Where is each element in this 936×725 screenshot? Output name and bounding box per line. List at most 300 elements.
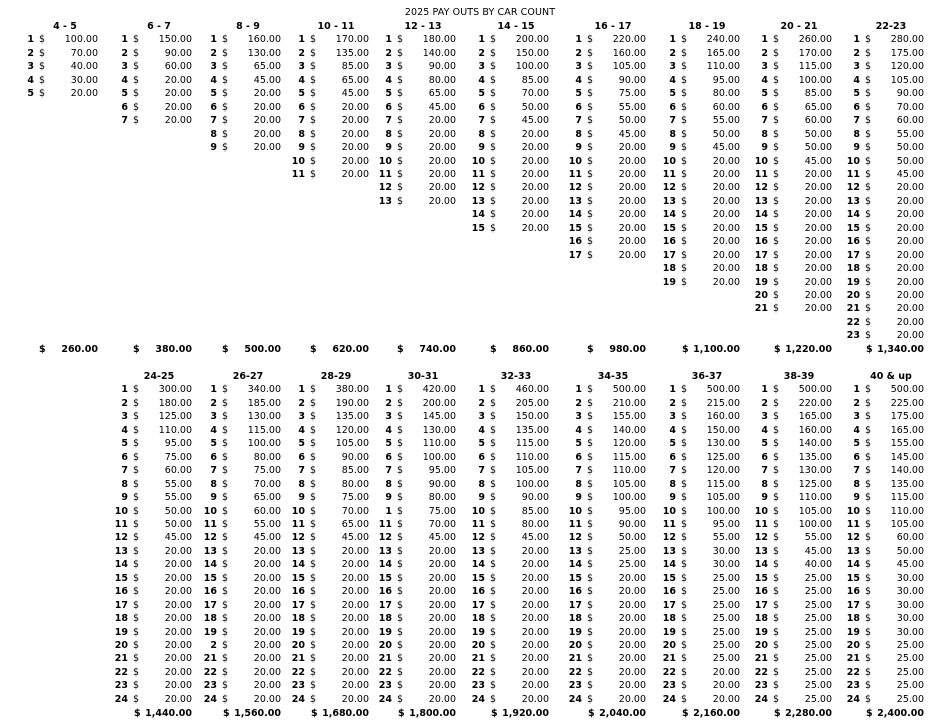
payout-group <box>754 370 842 719</box>
position-number: 14 <box>568 209 582 221</box>
payout-row <box>756 47 842 60</box>
position-number: 5 <box>210 88 217 100</box>
position-number: 12 <box>846 182 860 194</box>
currency-symbol: $ <box>773 572 780 584</box>
payout-row <box>205 531 291 544</box>
payout-row <box>848 222 934 235</box>
payout-amount: 20.00 <box>341 653 369 665</box>
currency-symbol: $ <box>310 680 317 692</box>
payout-amount: 30.00 <box>712 545 740 557</box>
total-currency-symbol: $ <box>397 344 404 355</box>
payout-amount: 25.00 <box>804 680 832 692</box>
currency-symbol: $ <box>490 182 497 194</box>
position-number: 3 <box>761 411 768 423</box>
payout-amount: 20.00 <box>428 680 456 692</box>
currency-symbol: $ <box>773 142 780 154</box>
currency-symbol: $ <box>397 626 404 638</box>
position-number: 9 <box>761 492 768 504</box>
payout-amount: 20.00 <box>804 195 832 207</box>
currency-symbol: $ <box>865 222 872 234</box>
position-number: 6 <box>385 451 392 463</box>
currency-symbol: $ <box>222 384 229 396</box>
payout-row <box>380 679 466 692</box>
position-number: 9 <box>298 492 305 504</box>
payout-row <box>570 74 656 87</box>
currency-symbol: $ <box>681 74 688 86</box>
position-number: 12 <box>291 532 305 544</box>
payout-row <box>664 87 750 100</box>
currency-symbol: $ <box>490 209 497 221</box>
total-amount: 740.00 <box>419 344 456 355</box>
payout-amount: 130.00 <box>422 424 456 436</box>
payout-amount: 75.00 <box>428 505 456 517</box>
payout-row <box>848 693 934 706</box>
currency-symbol: $ <box>773 666 780 678</box>
currency-symbol: $ <box>222 47 229 59</box>
position-number: 19 <box>662 626 676 638</box>
payout-row <box>848 491 934 504</box>
position-number: 1 <box>575 34 582 46</box>
currency-symbol: $ <box>310 465 317 477</box>
currency-symbol: $ <box>490 693 497 705</box>
position-number: 2 <box>27 47 34 59</box>
payout-row <box>473 114 559 127</box>
payout-row <box>380 47 466 60</box>
position-number: 1 <box>478 34 485 46</box>
payout-amount: 25.00 <box>896 693 924 705</box>
group-header: 12 - 13 <box>404 21 442 32</box>
currency-symbol: $ <box>222 101 229 113</box>
position-number: 6 <box>575 101 582 113</box>
total-currency-symbol: $ <box>682 708 689 719</box>
payout-row <box>22 60 108 73</box>
payout-amount: 20.00 <box>521 209 549 221</box>
currency-symbol: $ <box>310 451 317 463</box>
position-number: 6 <box>478 451 485 463</box>
payout-row <box>664 652 750 665</box>
payout-row <box>380 626 466 639</box>
payout-amount: 100.00 <box>247 438 281 450</box>
position-number: 16 <box>662 236 676 248</box>
group-total <box>293 707 379 720</box>
position-number: 12 <box>754 182 768 194</box>
payout-row <box>205 478 291 491</box>
position-number: 23 <box>203 680 217 692</box>
payout-amount: 20.00 <box>618 209 646 221</box>
position-number: 16 <box>291 586 305 598</box>
currency-symbol: $ <box>397 115 404 127</box>
position-number: 7 <box>761 465 768 477</box>
payout-amount: 25.00 <box>804 653 832 665</box>
payout-amount: 50.00 <box>164 518 192 530</box>
currency-symbol: $ <box>310 478 317 490</box>
position-number: 13 <box>568 195 582 207</box>
payout-amount: 120.00 <box>890 61 924 73</box>
position-number: 9 <box>853 492 860 504</box>
payout-amount: 50.00 <box>618 532 646 544</box>
position-number: 20 <box>114 640 128 651</box>
payout-row <box>848 168 934 181</box>
position-number: 12 <box>568 182 582 194</box>
currency-symbol: $ <box>222 128 229 140</box>
payout-amount: 105.00 <box>612 478 646 490</box>
position-number: 8 <box>761 478 768 490</box>
position-number: 4 <box>121 74 128 86</box>
group-header: 38-39 <box>783 371 815 382</box>
position-number: 11 <box>378 518 392 530</box>
position-number: 5 <box>385 88 392 100</box>
payout-row <box>848 572 934 585</box>
currency-symbol: $ <box>133 34 140 46</box>
currency-symbol: $ <box>681 572 688 584</box>
payout-row <box>116 464 202 477</box>
payout-row <box>293 478 379 491</box>
payout-amount: 20.00 <box>428 572 456 584</box>
currency-symbol: $ <box>310 61 317 73</box>
currency-symbol: $ <box>490 384 497 396</box>
group-header: 20 - 21 <box>780 21 818 32</box>
currency-symbol: $ <box>490 492 497 504</box>
payout-row <box>570 383 656 396</box>
position-number: 14 <box>662 559 676 571</box>
position-number: 2 <box>298 397 305 409</box>
currency-symbol: $ <box>773 545 780 557</box>
payout-amount: 110.00 <box>158 424 192 436</box>
payout-amount: 20.00 <box>804 222 832 234</box>
currency-symbol: $ <box>133 653 140 665</box>
payout-row <box>205 518 291 531</box>
payout-amount: 45.00 <box>521 115 549 127</box>
payout-amount: 125.00 <box>158 411 192 423</box>
payout-row <box>848 424 934 437</box>
currency-symbol: $ <box>587 34 594 46</box>
total-currency-symbol: $ <box>133 344 140 355</box>
payout-amount: 20.00 <box>712 155 740 167</box>
payout-row <box>570 47 656 60</box>
payout-amount: 20.00 <box>428 182 456 194</box>
position-number: 4 <box>853 74 860 86</box>
payout-row <box>293 585 379 598</box>
payout-row <box>848 464 934 477</box>
currency-symbol: $ <box>397 465 404 477</box>
payout-amount: 150.00 <box>158 34 192 46</box>
payout-amount: 20.00 <box>341 680 369 692</box>
payout-amount: 165.00 <box>798 411 832 423</box>
total-currency-symbol: $ <box>866 344 873 355</box>
payout-row <box>570 195 656 208</box>
payout-amount: 50.00 <box>804 128 832 140</box>
currency-symbol: $ <box>773 693 780 705</box>
position-number: 11 <box>203 518 217 530</box>
payout-row <box>473 141 559 154</box>
total-currency-symbol: $ <box>774 708 781 719</box>
currency-symbol: $ <box>397 680 404 692</box>
payout-amount: 105.00 <box>706 492 740 504</box>
currency-symbol: $ <box>865 492 872 504</box>
position-number: 10 <box>114 505 128 517</box>
position-number: 2 <box>478 397 485 409</box>
payout-row <box>293 114 379 127</box>
group-total <box>570 343 656 356</box>
payout-row <box>570 652 656 665</box>
payout-amount: 50.00 <box>164 505 192 517</box>
currency-symbol: $ <box>865 545 872 557</box>
payout-row <box>570 114 656 127</box>
currency-symbol: $ <box>310 599 317 611</box>
payout-amount: 45.00 <box>804 545 832 557</box>
position-number: 21 <box>754 303 768 315</box>
group-header: 40 & up <box>870 371 912 382</box>
position-number: 9 <box>298 142 305 154</box>
position-number: 1 <box>669 34 676 46</box>
payout-amount: 20.00 <box>253 613 281 625</box>
group-total <box>116 707 202 720</box>
payout-row <box>205 505 291 518</box>
payout-amount: 20.00 <box>428 559 456 571</box>
payout-row <box>570 693 656 706</box>
payout-amount: 70.00 <box>896 101 924 113</box>
payout-row <box>664 141 750 154</box>
currency-symbol: $ <box>587 518 594 530</box>
payout-amount: 65.00 <box>804 101 832 113</box>
currency-symbol: $ <box>681 384 688 396</box>
payout-amount: 20.00 <box>521 182 549 194</box>
currency-symbol: $ <box>310 115 317 127</box>
currency-symbol: $ <box>397 640 404 651</box>
position-number: 4 <box>478 74 485 86</box>
payout-amount: 20.00 <box>896 276 924 288</box>
payout-row <box>205 397 291 410</box>
position-number: 9 <box>761 142 768 154</box>
payout-row <box>664 505 750 518</box>
payout-row <box>473 47 559 60</box>
payout-row <box>473 181 559 194</box>
currency-symbol: $ <box>587 249 594 261</box>
position-number: 1 <box>853 384 860 396</box>
payout-row <box>116 531 202 544</box>
payout-row <box>293 518 379 531</box>
position-number: 8 <box>761 128 768 140</box>
payout-amount: 50.00 <box>804 142 832 154</box>
currency-symbol: $ <box>587 666 594 678</box>
payout-amount: 25.00 <box>712 599 740 611</box>
payout-row <box>293 612 379 625</box>
payout-amount: 20.00 <box>253 142 281 154</box>
payout-amount: 60.00 <box>253 505 281 517</box>
currency-symbol: $ <box>773 209 780 221</box>
currency-symbol: $ <box>490 599 497 611</box>
currency-symbol: $ <box>587 195 594 207</box>
payout-amount: 100.00 <box>422 451 456 463</box>
payout-amount: 75.00 <box>164 451 192 463</box>
payout-row <box>473 599 559 612</box>
currency-symbol: $ <box>773 222 780 234</box>
currency-symbol: $ <box>587 222 594 234</box>
currency-symbol: $ <box>310 168 317 180</box>
payout-row <box>473 464 559 477</box>
payout-row <box>473 612 559 625</box>
payout-amount: 50.00 <box>618 115 646 127</box>
position-number: 3 <box>669 61 676 73</box>
position-number: 13 <box>203 545 217 557</box>
payout-row <box>756 639 842 652</box>
payout-amount: 160.00 <box>612 47 646 59</box>
currency-symbol: $ <box>773 263 780 275</box>
group-header: 22-23 <box>875 21 907 32</box>
position-number: 13 <box>662 195 676 207</box>
position-number: 4 <box>853 424 860 436</box>
currency-symbol: $ <box>587 640 594 651</box>
currency-symbol: $ <box>681 559 688 571</box>
position-number: 24 <box>378 693 392 705</box>
position-number: 5 <box>27 88 34 100</box>
currency-symbol: $ <box>310 505 317 517</box>
payout-row <box>756 652 842 665</box>
payout-row <box>756 87 842 100</box>
position-number: 10 <box>378 155 392 167</box>
position-number: 6 <box>669 101 676 113</box>
currency-symbol: $ <box>681 532 688 544</box>
currency-symbol: $ <box>222 74 229 86</box>
payout-row <box>570 141 656 154</box>
payout-row <box>293 531 379 544</box>
position-number: 8 <box>298 478 305 490</box>
payout-row <box>664 424 750 437</box>
payout-group <box>848 20 934 365</box>
currency-symbol: $ <box>587 613 594 625</box>
payout-amount: 100.00 <box>798 74 832 86</box>
payout-amount: 115.00 <box>890 492 924 504</box>
position-number: 22 <box>846 666 860 678</box>
currency-symbol: $ <box>133 101 140 113</box>
payout-row <box>205 128 291 141</box>
payout-row <box>205 545 291 558</box>
currency-symbol: $ <box>222 626 229 638</box>
position-number: 4 <box>385 424 392 436</box>
position-number: 15 <box>662 222 676 234</box>
position-number: 5 <box>761 438 768 450</box>
payout-amount: 135.00 <box>798 451 832 463</box>
payout-row <box>756 464 842 477</box>
currency-symbol: $ <box>865 182 872 194</box>
currency-symbol: $ <box>681 142 688 154</box>
currency-symbol: $ <box>133 74 140 86</box>
payout-amount: 130.00 <box>798 465 832 477</box>
position-number: 17 <box>114 599 128 611</box>
payout-row <box>756 410 842 423</box>
payout-amount: 20.00 <box>164 572 192 584</box>
payout-amount: 140.00 <box>890 465 924 477</box>
payout-row <box>570 397 656 410</box>
position-number: 18 <box>846 263 860 275</box>
currency-symbol: $ <box>865 411 872 423</box>
payout-amount: 20.00 <box>341 572 369 584</box>
total-amount: 2,400.00 <box>877 708 924 719</box>
currency-symbol: $ <box>133 532 140 544</box>
payout-amount: 25.00 <box>618 559 646 571</box>
payout-row <box>756 155 842 168</box>
position-number: 9 <box>210 492 217 504</box>
currency-symbol: $ <box>773 599 780 611</box>
position-number: 15 <box>378 572 392 584</box>
currency-symbol: $ <box>310 518 317 530</box>
payout-group <box>380 20 466 365</box>
currency-symbol: $ <box>865 680 872 692</box>
group-total <box>848 343 934 356</box>
payout-amount: 20.00 <box>804 182 832 194</box>
position-number: 7 <box>478 465 485 477</box>
position-number: 6 <box>669 451 676 463</box>
currency-symbol: $ <box>490 34 497 46</box>
currency-symbol: $ <box>773 88 780 100</box>
currency-symbol: $ <box>681 209 688 221</box>
payout-amount: 20.00 <box>341 128 369 140</box>
payout-row <box>116 612 202 625</box>
payout-row <box>22 33 108 46</box>
payout-row <box>380 141 466 154</box>
payout-amount: 95.00 <box>164 438 192 450</box>
position-number: 5 <box>669 88 676 100</box>
payout-row <box>848 249 934 262</box>
payout-row <box>848 383 934 396</box>
position-number: 15 <box>203 572 217 584</box>
payout-amount: 20.00 <box>428 586 456 598</box>
position-number: 5 <box>575 438 582 450</box>
position-number: 21 <box>114 653 128 665</box>
group-total <box>473 343 559 356</box>
payout-row <box>380 491 466 504</box>
payout-amount: 20.00 <box>428 155 456 167</box>
position-number: 2 <box>761 397 768 409</box>
payout-row <box>293 47 379 60</box>
position-number: 15 <box>471 572 485 584</box>
currency-symbol: $ <box>587 142 594 154</box>
payout-row <box>380 195 466 208</box>
currency-symbol: $ <box>773 613 780 625</box>
group-total <box>473 707 559 720</box>
position-number: 9 <box>575 142 582 154</box>
payout-amount: 130.00 <box>247 411 281 423</box>
payout-amount: 170.00 <box>798 47 832 59</box>
payout-amount: 55.00 <box>712 115 740 127</box>
currency-symbol: $ <box>587 680 594 692</box>
position-number: 14 <box>846 209 860 221</box>
payout-amount: 150.00 <box>515 411 549 423</box>
currency-symbol: $ <box>587 101 594 113</box>
payout-row <box>293 505 379 518</box>
payout-amount: 20.00 <box>253 545 281 557</box>
payout-row <box>664 693 750 706</box>
position-number: 9 <box>575 492 582 504</box>
payout-amount: 20.00 <box>896 263 924 275</box>
payout-amount: 20.00 <box>712 222 740 234</box>
payout-amount: 155.00 <box>612 411 646 423</box>
currency-symbol: $ <box>773 115 780 127</box>
position-number: 8 <box>575 478 582 490</box>
payout-amount: 45.00 <box>804 155 832 167</box>
position-number: 23 <box>568 680 582 692</box>
payout-amount: 20.00 <box>341 640 369 651</box>
currency-symbol: $ <box>865 478 872 490</box>
currency-symbol: $ <box>397 128 404 140</box>
currency-symbol: $ <box>397 411 404 423</box>
position-number: 16 <box>754 236 768 248</box>
position-number: 4 <box>575 424 582 436</box>
currency-symbol: $ <box>310 411 317 423</box>
payout-row <box>473 693 559 706</box>
position-number: 7 <box>853 115 860 127</box>
payout-row <box>473 491 559 504</box>
